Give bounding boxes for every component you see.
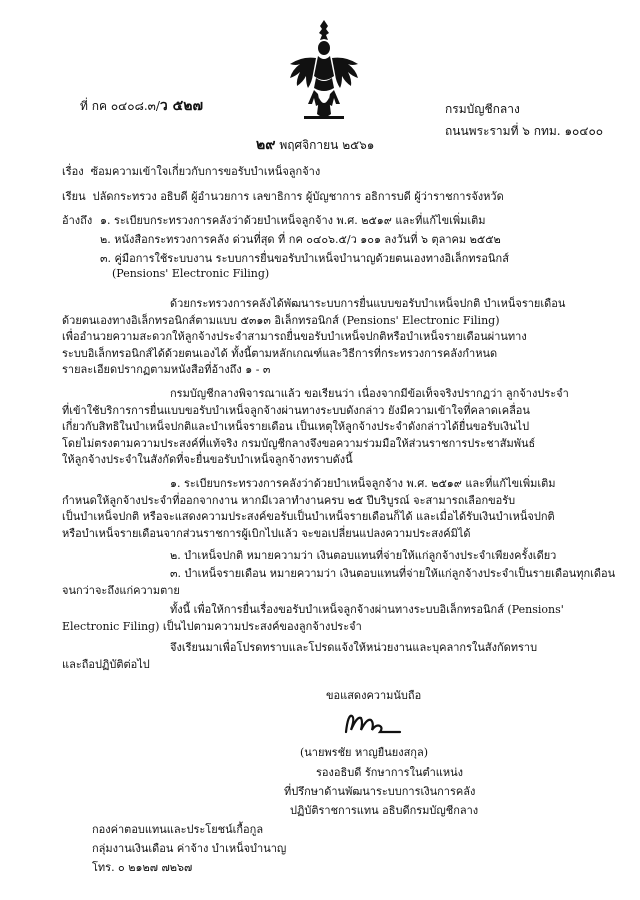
closing-paragraph-1 (62, 602, 582, 635)
date-month-year: พฤศจิกายน ๒๕๖๑ (279, 138, 375, 152)
item-3-line: ๓. บำเหน็จรายเดือน หมายความว่า เงินตอบแทนที่จ่ายให้แก่ลูกจ้างประจำเป็นรายเดือนทุกเดือน (170, 567, 616, 580)
closing-1-line: ทั้งนี้ เพื่อให้การยื่นเรื่องขอรับบำเหน็จลูกจ้างผ่านทางระบบอิเล็กทรอนิกส์ (Pensions' (170, 603, 564, 616)
reference-handwritten: ว ๕๒๗ (159, 98, 203, 114)
reference-item-3-cont: (Pensions' Electronic Filing) (112, 267, 270, 280)
garuda-emblem (286, 18, 362, 122)
closing-2-line: จึงเรียนมาเพื่อโปรดทราบและโปรดแจ้งให้หน่วยงานและบุคลากรในสังกัดทราบ (170, 641, 538, 654)
closing-1-line: Electronic Filing) เป็นไปตามความประสงค์ของลูกจ้างประจำ (62, 619, 362, 633)
paragraph-1-line: เพื่ออำนวยความสะดวกให้ลูกจ้างประจำสามารถยื่นขอรับบำเหน็จปกติหรือบำเหน็จรายเดือนผ่านทาง (62, 330, 527, 343)
item-3 (62, 566, 616, 599)
signer-title-1: รองอธิบดี รักษาการในตำแหน่ง (316, 766, 464, 779)
complimentary-close: ขอแสดงความนับถือ (326, 689, 422, 702)
agency-address: ถนนพระรามที่ ๖ กทม. ๑๐๔๐๐ (445, 124, 604, 138)
recipient-label: เรียน (62, 190, 86, 203)
reference-item-1: ๑. ระเบียบกระทรวงการคลังว่าด้วยบำเหน็จลูกจ้าง พ.ศ. ๒๕๑๙ และที่แก้ไขเพิ่มเติม (100, 214, 486, 227)
paragraph-2-line: กรมบัญชีกลางพิจารณาแล้ว ขอเรียนว่า เนื่องจากมีข้อเท็จจริงปรากฏว่า ลูกจ้างประจำ (170, 387, 569, 400)
item-2-line: ๒. บำเหน็จปกติ หมายความว่า เงินตอบแทนที่จ่ายให้แก่ลูกจ้างประจำเพียงครั้งเดียว (170, 549, 557, 562)
date-day-handwritten: ๒๙ (256, 137, 276, 153)
signer-name: (นายพรชัย หาญยืนยงสกุล) (300, 746, 428, 759)
footer-group: กลุ่มงานเงินเดือน ค่าจ้าง บำเหน็จบำนาญ (92, 842, 287, 855)
paragraph-2-line: ที่เข้าใช้บริการการยื่นแบบขอรับบำเหน็จลูกจ้างผ่านทางระบบดังกล่าว ยังมีความเข้าใจที่คลาดเคลื่อน (62, 403, 530, 417)
paragraph-1-line: ด้วยตนเองทางอิเล็กทรอนิกส์ตามแบบ ๕๓๑๓ อิเล็กทรอนิกส์ (Pensions' Electronic Filing) (62, 313, 500, 327)
handwritten-signature (340, 706, 410, 742)
item-1-line: ๑. ระเบียบกระทรวงการคลังว่าด้วยบำเหน็จลูกจ้าง พ.ศ. ๒๕๑๙ และที่แก้ไขเพิ่มเติม (170, 477, 556, 490)
item-1-line: กำหนดให้ลูกจ้างประจำที่ออกจากงาน หากมีเวลาทำงานครบ ๒๕ ปีบริบูรณ์ จะสามารถเลือกขอรับ (62, 493, 516, 507)
closing-2-line: และถือปฏิบัติต่อไป (62, 657, 150, 671)
signer-title-2: ที่ปรึกษาด้านพัฒนาระบบการเงินการคลัง (284, 785, 476, 798)
footer-division: กองค่าตอบแทนและประโยชน์เกื้อกูล (92, 823, 264, 836)
closing-paragraph-2 (62, 640, 582, 673)
references-label: อ้างถึง (62, 214, 93, 227)
item-1-line: เป็นบำเหน็จปกติ หรือจะแสดงความประสงค์ขอรับเป็นบำเหน็จรายเดือนก็ได้ และเมื่อได้รับเงินบำเหน็จปกติ (62, 510, 555, 523)
paragraph-1 (62, 296, 582, 379)
reference-number (80, 95, 203, 117)
paragraph-2-line: ให้ลูกจ้างประจำในสังกัดที่จะยื่นขอรับบำเหน็จลูกจ้างทราบดังนี้ (62, 453, 353, 466)
footer-phone: โทร. ๐ ๒๑๒๗ ๗๒๖๗ (92, 861, 193, 874)
paragraph-1-line: ระบบอิเล็กทรอนิกส์ได้ด้วยตนเองได้ ทั้งนี้ตามหลักเกณฑ์และวิธีการที่กระทรวงการคลังกำหนด (62, 346, 498, 360)
item-1-line: หรือบำเหน็จรายเดือนจากส่วนราชการผู้เบิกไปแล้ว จะขอเปลี่ยนแปลงความประสงค์มิได้ (62, 526, 471, 540)
reference-item-2: ๒. หนังสือกระทรวงการคลัง ด่วนที่สุด ที่ กค ๐๔๐๖.๕/ว ๑๐๑ ลงวันที่ ๖ ตุลาคม ๒๕๕๒ (100, 233, 501, 246)
paragraph-2-line: เกี่ยวกับสิทธิในบำเหน็จปกติและบำเหน็จรายเดือน เป็นเหตุให้ลูกจ้างประจำดังกล่าวได้ยื่นขอรับเงินไป (62, 420, 530, 433)
subject-line (62, 162, 320, 180)
paragraph-2 (62, 386, 582, 469)
recipient-text: ปลัดกระทรวง อธิบดี ผู้อำนวยการ เลขาธิการ ผู้บัญชาการ อธิการบดี ผู้ว่าราชการจังหวัด (92, 190, 504, 203)
paragraph-2-line: โดยไม่ตรงตามความประสงค์ที่แท้จริง กรมบัญชีกลางจึงขอความร่วมมือให้ส่วนราชการประชาสัมพันธ์ (62, 436, 536, 450)
signer-title-3: ปฏิบัติราชการแทน อธิบดีกรมบัญชีกลาง (290, 804, 479, 817)
reference-item-3: ๓. คู่มือการใช้ระบบงาน ระบบการยื่นขอรับบำเหน็จบำนาญด้วยตนเองทางอิเล็กทรอนิกส์ (100, 252, 509, 265)
agency-name: กรมบัญชีกลาง (445, 102, 520, 116)
paragraph-1-line: รายละเอียดปรากฏตามหนังสือที่อ้างถึง ๑ - ๓ (62, 363, 271, 376)
subject-label: เรื่อง (62, 165, 84, 178)
recipient-line (62, 187, 504, 205)
letter-date (256, 134, 374, 156)
paragraph-1-line: ด้วยกระทรวงการคลังได้พัฒนาระบบการยื่นแบบขอรับบำเหน็จปกติ บำเหน็จรายเดือน (170, 297, 566, 310)
reference-prefix: ที่ กค ๐๔๐๘.๓/ (80, 99, 160, 113)
item-3-line: จนกว่าจะถึงแก่ความตาย (62, 583, 180, 597)
item-1 (62, 476, 582, 542)
item-2 (62, 548, 582, 565)
subject-text: ซ้อมความเข้าใจเกี่ยวกับการขอรับบำเหน็จลูกจ้าง (90, 165, 321, 178)
